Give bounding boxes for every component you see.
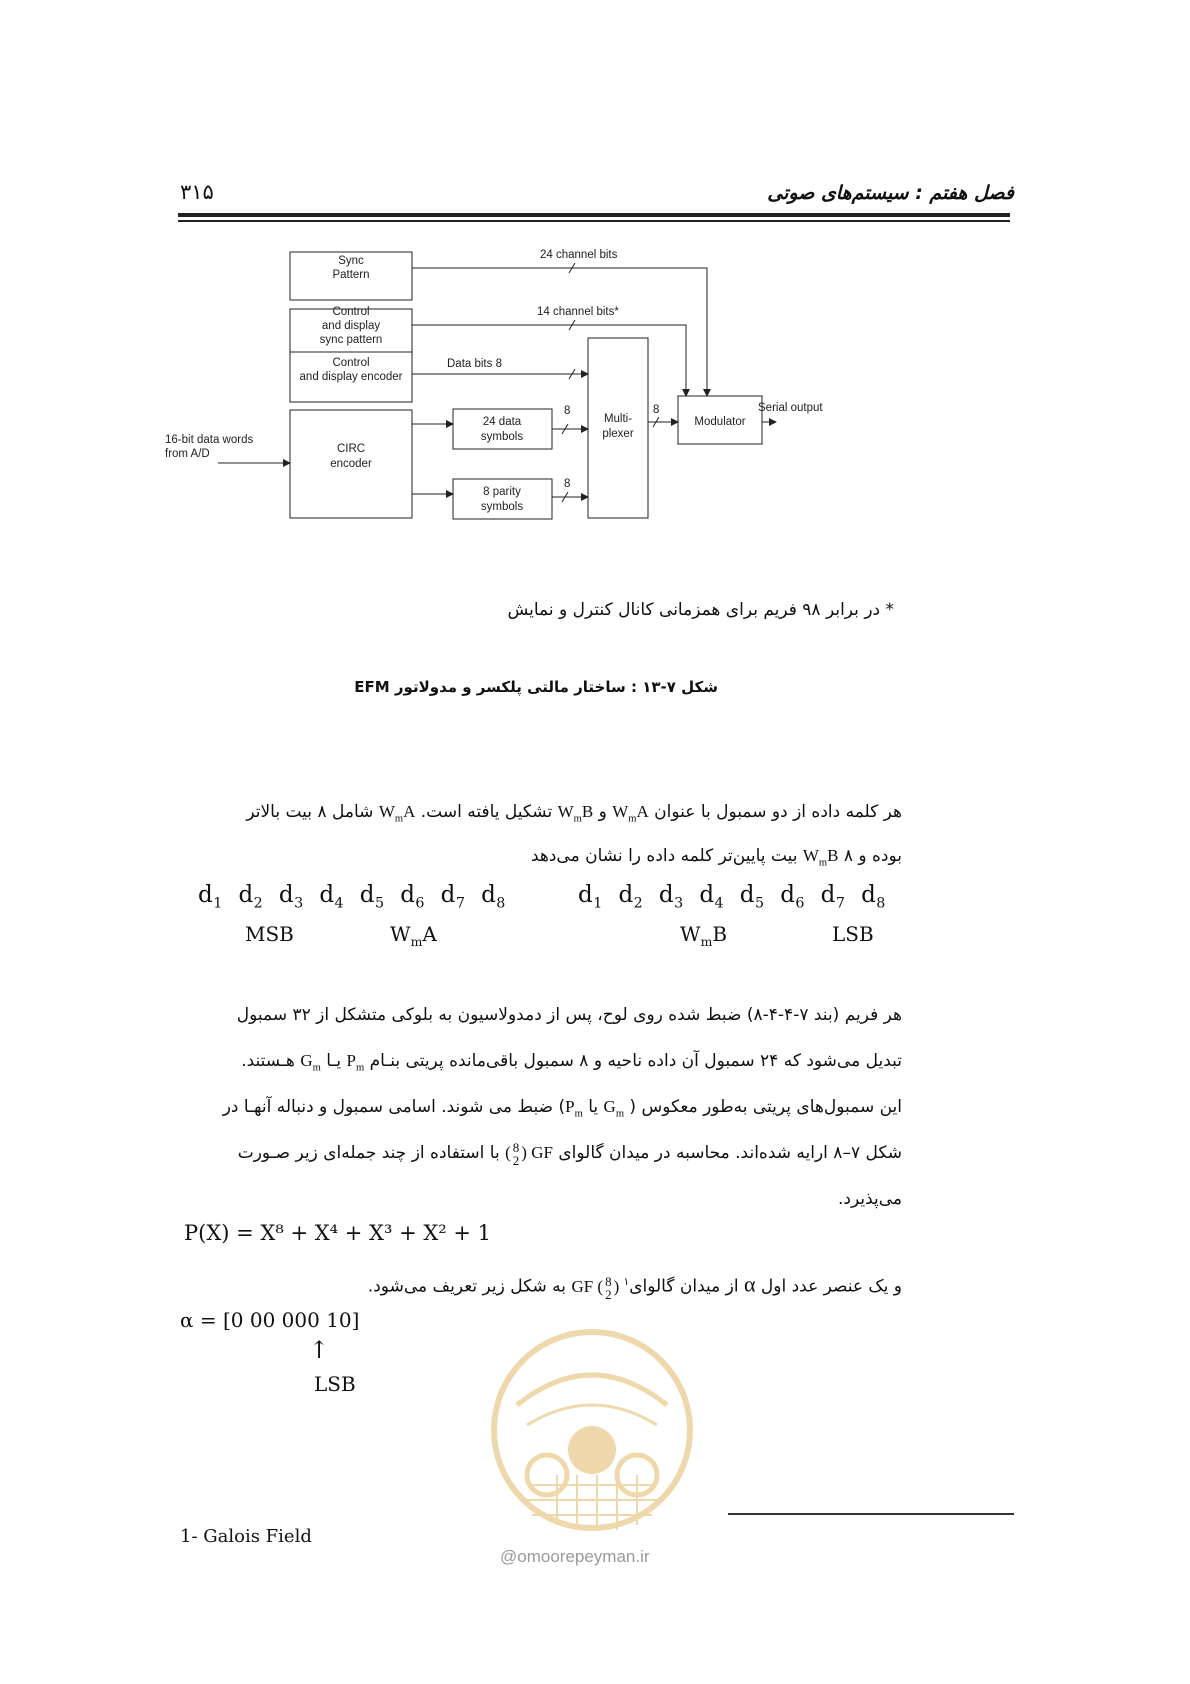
paragraph-3: و یک عنصر عدد اول α از میدان گالوای$^۱$ (8 2) GF به شکل زیر تعریف می‌شود.: [367, 1271, 902, 1302]
paragraph-1-line-1: هر کلمه داده از دو سمبول با عنوان $W_mA$ و $W_mB$ تشکیل یافته است. $W_mA$ شامل ۸ بیت بالاتر: [246, 802, 902, 825]
msb-label: MSB: [245, 922, 294, 946]
figure-caption: شکل ۷-۱۳ : ساختار مالتی پلکسر و مدولاتور EFM: [354, 678, 718, 696]
paragraph-2-line-3: این سمبول‌های پریتی به‌طور معکوس ( $G_m$ یا $P_m$) ضبط می شوند. اسامی سمبول و دنباله آنهـا در: [222, 1097, 902, 1120]
paragraph-1-line-2: بوده و $W_mB$ ۸ بیت پایین‌تر کلمه داده را نشان می‌دهد: [530, 846, 902, 869]
bit-d7: $d_7$: [820, 882, 846, 912]
bit-d3: $d_3$: [278, 882, 304, 912]
bus-width-label: 8: [653, 404, 660, 416]
watermark-logo: [487, 1325, 697, 1540]
channel-14-label: 14 channel bits*: [537, 306, 619, 318]
bit-d4: $d_4$: [699, 882, 725, 912]
up-arrow-icon: ↑: [309, 1336, 330, 1364]
bit-d7: $d_7$: [440, 882, 466, 912]
bus-width-label: 8: [564, 478, 571, 490]
bit-d8: $d_8$: [481, 882, 506, 912]
bit-d2: $d_2$: [618, 882, 644, 912]
footnote: 1- Galois Field: [180, 1526, 312, 1547]
mux-label-1: Multi-: [603, 413, 633, 425]
paragraph-2-line-4: شکل ۷–۸ ارایه شده‌اند. محاسبه در میدان گالوای GF (8 2) با استفاده از چند جمله‌ای زیر صـورت: [237, 1140, 902, 1169]
data-symbols-block: [453, 409, 552, 449]
page-number: ۳۱۵: [180, 180, 214, 204]
mux-label-2: plexer: [602, 428, 634, 440]
modulator-label: Modulator: [694, 416, 746, 428]
bit-d5: $d_5$: [739, 882, 765, 912]
bit-d6: $d_6$: [780, 882, 805, 912]
bit-d2: $d_2$: [238, 882, 264, 912]
ctrl-sync-label-2: and display: [321, 320, 381, 332]
bit-d3: $d_3$: [658, 882, 684, 912]
footnote-rule: [728, 1513, 1014, 1515]
ctrl-enc-label-1: Control: [332, 357, 370, 369]
bit-sequence-high: [198, 882, 506, 912]
paragraph-2-line-5: می‌پذیرد.: [837, 1189, 902, 1209]
ctrl-sync-label-3: sync pattern: [319, 334, 383, 346]
chapter-title: فصل هفتم : سیستم‌های صوتی: [767, 182, 1014, 204]
lsb-label: LSB: [832, 922, 874, 946]
paragraph-2-line-1: هر فریم (بند ۷-۴-۴-۸) ضبط شده روی لوح، پس از دمدولاسیون به بلوکی متشکل از ۳۲ سمبول: [236, 1005, 902, 1025]
paragraph-2-line-2: تبدیل می‌شود که ۲۴ سمبول آن داده ناحیه و ۸ سمبول باقی‌مانده پریتی بنـام $P_m$ یـا $G_m$ هـستند.: [241, 1051, 902, 1074]
input-label-2: from A/D: [165, 448, 210, 460]
alpha-definition: α = [0 00 000 10]: [180, 1308, 360, 1332]
data-symbols-label-2: symbols: [480, 431, 524, 443]
alpha-lsb-label: LSB: [314, 1372, 356, 1396]
parity-symbols-block: [453, 479, 552, 519]
serial-output-label: Serial output: [758, 402, 823, 414]
efm-block-diagram: [165, 249, 890, 567]
circ-label-2: encoder: [330, 458, 372, 470]
header-rule-thick: [178, 213, 1010, 217]
sync-label-1: Sync: [338, 255, 364, 267]
figure-note: * در برابر ۹۸ فریم برای همزمانی کانال کنترل و نمایش: [507, 600, 894, 620]
ctrl-sync-label-1: Control: [332, 306, 370, 318]
bit-sequence-low: [578, 882, 886, 912]
bit-d4: $d_4$: [319, 882, 345, 912]
bit-d6: $d_6$: [400, 882, 425, 912]
parity-symbols-label-2: symbols: [480, 501, 524, 513]
bit-d1: $d_1$: [578, 882, 603, 912]
bit-d1: $d_1$: [198, 882, 223, 912]
data-bits-label: Data bits 8: [447, 358, 502, 370]
wma-label: $W_mA$: [390, 922, 437, 949]
bit-d5: $d_5$: [359, 882, 385, 912]
bus-width-label: 8: [564, 405, 571, 417]
polynomial-equation: P(X) = X⁸ + X⁴ + X³ + X² + 1: [184, 1221, 492, 1245]
watermark-url: @omoorepeyman.ir: [500, 1547, 650, 1566]
input-label-1: 16-bit data words: [165, 434, 254, 446]
wmb-label: $W_mB$: [680, 922, 728, 949]
channel-24-label: 24 channel bits: [540, 249, 618, 261]
circ-label-1: CIRC: [336, 443, 366, 455]
bit-d8: $d_8$: [861, 882, 886, 912]
header-rule-thin: [178, 220, 1010, 222]
ctrl-enc-label-2: and display encoder: [299, 371, 403, 383]
data-symbols-label-1: 24 data: [482, 416, 522, 428]
parity-symbols-label-1: 8 parity: [483, 486, 521, 498]
sync-label-2: Pattern: [332, 269, 370, 281]
